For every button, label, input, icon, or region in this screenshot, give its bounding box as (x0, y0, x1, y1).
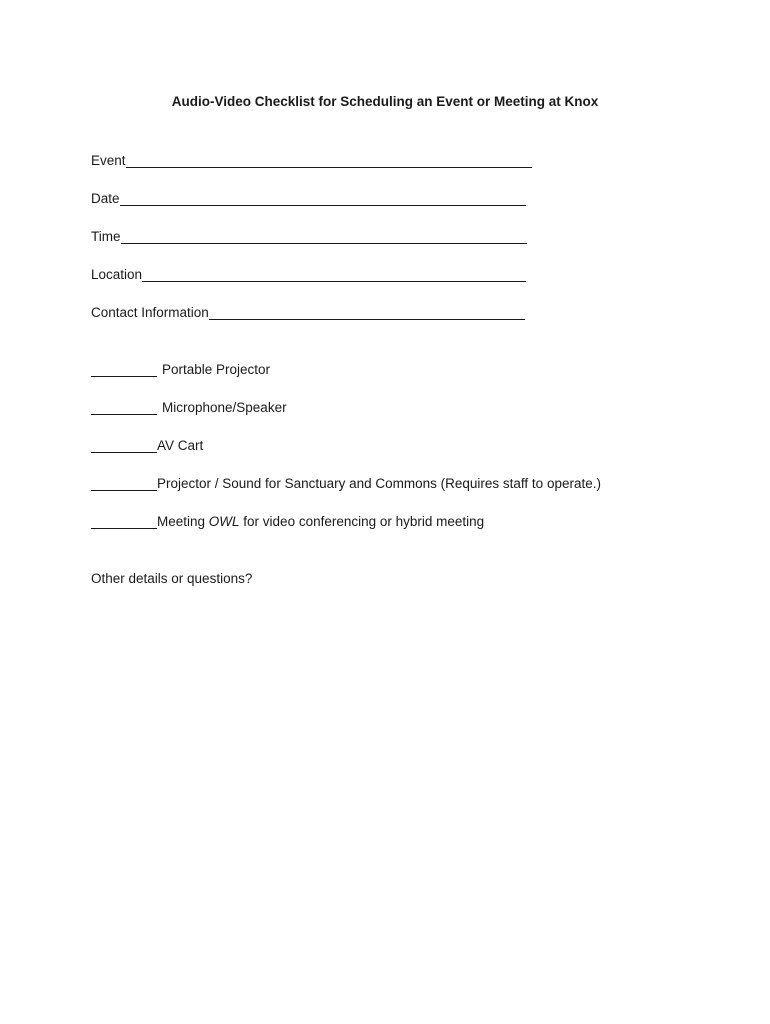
date-input-line[interactable] (120, 192, 526, 206)
location-input-line[interactable] (142, 268, 526, 282)
checklist-item-av-cart (91, 435, 203, 453)
checklist-label: AV Cart (157, 438, 204, 453)
contact-input-line[interactable] (209, 306, 525, 320)
location-label: Location (91, 267, 143, 282)
date-label: Date (91, 191, 120, 206)
checklist-item-projector-sound (91, 473, 601, 491)
contact-label: Contact Information (91, 305, 209, 320)
owl-text: OWL (208, 514, 240, 529)
checklist-label: Microphone/Speaker (162, 400, 287, 415)
event-field (91, 150, 532, 168)
checklist-item-portable-projector (91, 359, 270, 377)
checklist-item-microphone-speaker (91, 397, 287, 415)
contact-field (91, 302, 525, 320)
checkbox-blank[interactable] (91, 515, 157, 529)
checkbox-blank[interactable] (91, 401, 157, 415)
event-input-line[interactable] (126, 154, 532, 168)
page-title: Audio-Video Checklist for Scheduling an Event or Meeting at Knox (171, 94, 599, 109)
other-details (91, 568, 252, 586)
checkbox-blank[interactable] (91, 477, 157, 491)
checklist-label: Projector / Sound for Sanctuary and Commons (Requires staff to operate.) (157, 476, 601, 491)
checkbox-blank[interactable] (91, 363, 157, 377)
checklist-item-meeting-owl (91, 511, 484, 529)
time-label: Time (91, 229, 121, 244)
other-details-label: Other details or questions? (91, 571, 253, 586)
meeting-suffix: for video conferencing or hybrid meeting (239, 514, 485, 529)
event-label: Event (91, 153, 126, 168)
checklist-label: Portable Projector (162, 362, 271, 377)
date-field (91, 188, 526, 206)
time-field (91, 226, 527, 244)
checkbox-blank[interactable] (91, 439, 157, 453)
location-field (91, 264, 526, 282)
checklist-label (157, 514, 484, 529)
time-input-line[interactable] (121, 230, 527, 244)
meeting-prefix: Meeting (157, 514, 209, 529)
